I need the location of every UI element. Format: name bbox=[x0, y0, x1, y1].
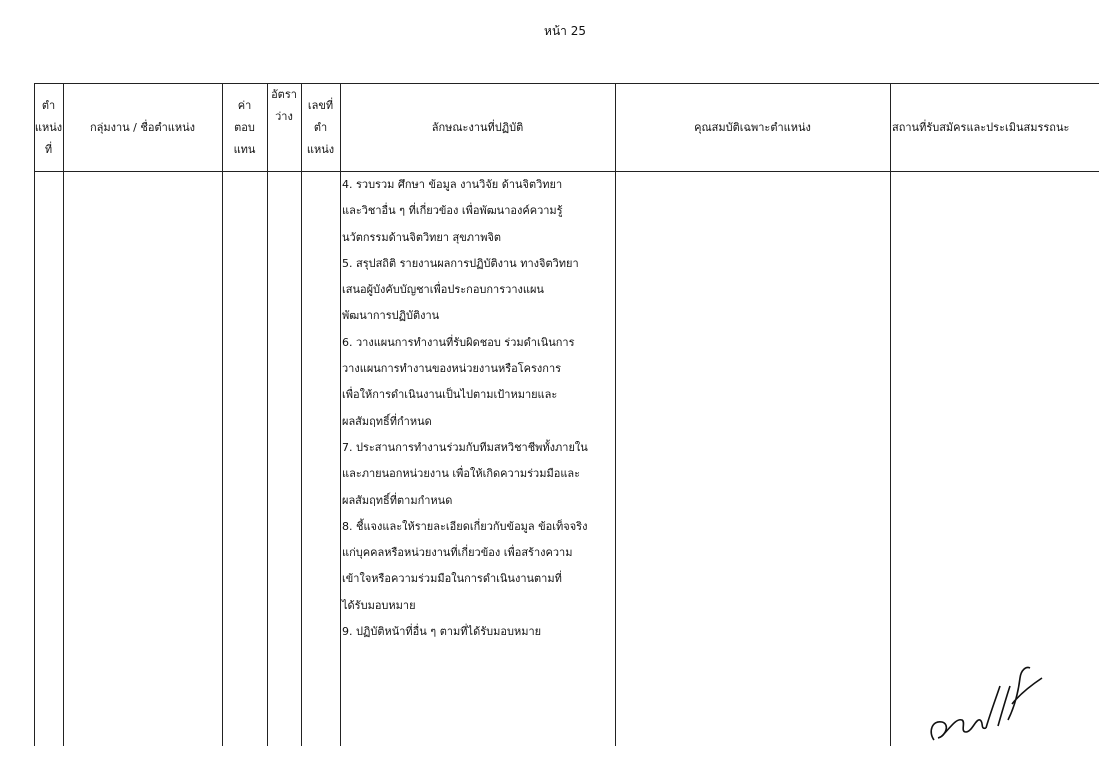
col-border bbox=[890, 83, 891, 746]
header-application-place bbox=[892, 84, 1098, 171]
header-position-no-line: ที่ bbox=[44, 142, 53, 156]
duty-line: นวัตกรรมด้านจิตวิทยา สุขภาพจิต bbox=[342, 230, 502, 244]
header-group-name bbox=[63, 84, 222, 171]
duty-line: เพื่อให้การดำเนินงานเป็นไปตามเป้าหมายและ bbox=[342, 388, 558, 402]
header-vacancy-rate-line: ว่าง bbox=[275, 110, 293, 123]
col-border bbox=[222, 83, 223, 746]
duty-line: เสนอผู้บังคับบัญชาเพื่อประกอบการวางแผน bbox=[342, 283, 544, 297]
col-border bbox=[34, 83, 35, 746]
header-qualifications-text: คุณสมบัติเฉพาะตำแหน่ง bbox=[694, 120, 811, 134]
header-vacancy-rate bbox=[267, 84, 301, 171]
header-job-description-text: ลักษณะงานที่ปฏิบัติ bbox=[431, 120, 524, 134]
duty-line: พัฒนาการปฏิบัติงาน bbox=[342, 309, 440, 323]
col-border bbox=[615, 83, 616, 746]
header-position-number-line: ตำ bbox=[313, 120, 328, 134]
header-group-name-text: กลุ่มงาน / ชื่อตำแหน่ง bbox=[89, 120, 196, 134]
header-position-number bbox=[301, 84, 340, 171]
duty-line: 5. สรุปสถิติ รายงานผลการปฏิบัติงาน ทางจิตวิทยา bbox=[342, 256, 579, 270]
duty-line: 7. ประสานการทำงานร่วมกับทีมสหวิชาชีพทั้งภายใน bbox=[342, 440, 588, 454]
header-compensation-line: ตอบ bbox=[234, 120, 255, 134]
duty-line: 4. รวบรวม ศึกษา ข้อมูล งานวิจัย ด้านจิตวิทยา bbox=[342, 178, 563, 191]
duty-line: และวิชาอื่น ๆ ที่เกี่ยวข้อง เพื่อพัฒนาองค์ความรู้ bbox=[342, 204, 563, 218]
header-compensation-line: แทน bbox=[233, 142, 256, 156]
duty-line: วางแผนการทำงานของหน่วยงานหรือโครงการ bbox=[342, 362, 562, 376]
header-compensation-line: ค่า bbox=[237, 98, 252, 112]
duty-line: 9. ปฏิบัติหน้าที่อื่น ๆ ตามที่ได้รับมอบหมาย bbox=[342, 625, 542, 639]
header-position-number-line: แหน่ง bbox=[306, 142, 335, 156]
header-qualifications bbox=[615, 84, 890, 171]
duty-line: 8. ชี้แจงและให้รายละเอียดเกี่ยวกับข้อมูล ข้อเท็จจริง bbox=[342, 519, 588, 533]
header-compensation bbox=[222, 84, 267, 171]
handwritten-signature bbox=[920, 648, 1050, 748]
header-job-description bbox=[340, 84, 615, 171]
page-number: หน้า 25 bbox=[544, 24, 586, 38]
duty-line: เข้าใจหรือความร่วมมือในการดำเนินงานตามที่ bbox=[342, 572, 562, 586]
duty-line: ผลสัมฤทธิ์ที่ตามกำหนด bbox=[342, 493, 453, 507]
col-border bbox=[63, 83, 64, 746]
header-position-no-line: แหน่ง bbox=[34, 120, 63, 134]
col-border bbox=[267, 83, 268, 746]
duty-line: ได้รับมอบหมาย bbox=[342, 598, 416, 612]
duty-line: แก่บุคคลหรือหน่วยงานที่เกี่ยวข้อง เพื่อสร้างความ bbox=[342, 546, 573, 560]
duty-line: และภายนอกหน่วยงาน เพื่อให้เกิดความร่วมมือและ bbox=[342, 467, 581, 481]
col-border bbox=[340, 83, 341, 746]
header-position-number-line: เลขที่ bbox=[307, 98, 334, 112]
duty-line: ผลสัมฤทธิ์ที่กำหนด bbox=[342, 414, 432, 428]
duty-line: 6. วางแผนการทำงานที่รับผิดชอบ ร่วมดำเนินการ bbox=[342, 335, 575, 349]
header-application-place-text: สถานที่รับสมัครและประเมินสมรรถนะ bbox=[892, 120, 1070, 134]
header-position-no-line: ตำ bbox=[41, 98, 56, 112]
job-description-list bbox=[342, 172, 614, 645]
header-position-no bbox=[34, 84, 63, 171]
col-border bbox=[301, 83, 302, 746]
header-vacancy-rate-line: อัตรา bbox=[271, 88, 297, 101]
